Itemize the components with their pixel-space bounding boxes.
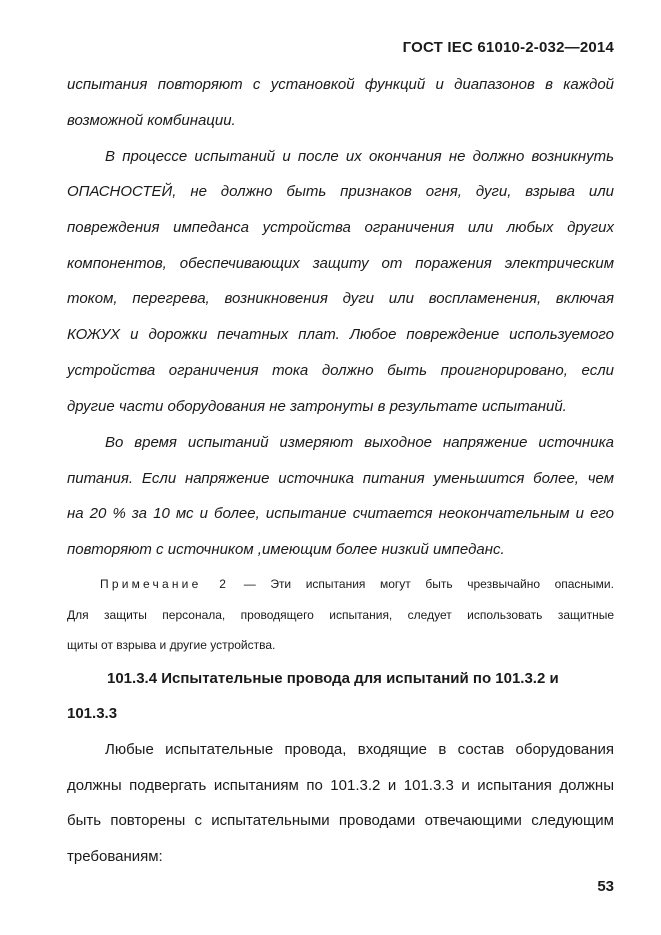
section-heading-continuation: 101.3.3	[67, 705, 118, 722]
paragraph-line: КОЖУХ и дорожки печатных плат. Любое повреждение используемого	[67, 326, 614, 343]
paragraph-line: быть повторены с испытательными проводами отвечающими следующим	[67, 812, 614, 829]
paragraph-line: повторяют с источником ,имеющим более низкий импеданс.	[67, 541, 505, 558]
note-line-1	[100, 577, 614, 592]
paragraph-line: током, перегрева, возникновения дуги или воспламенения, включая	[67, 290, 614, 307]
note-line: Для защиты персонала, проводящего испытания, следует использовать защитные	[67, 608, 614, 622]
note-dash: —	[243, 577, 256, 591]
section-heading: 101.3.4 Испытательные провода для испытаний по 101.3.2 и	[107, 670, 559, 687]
paragraph-line: должны подвергать испытаниям по 101.3.2 и 101.3.3 и испытания должны	[67, 777, 614, 794]
paragraph-line: питания. Если напряжение источника питания уменьшится более, чем	[67, 470, 614, 487]
paragraph-line: возможной комбинации.	[67, 112, 236, 129]
paragraph-line: испытания повторяют с установкой функций и диапазонов в каждой	[67, 76, 614, 93]
paragraph-line: другие части оборудования не затронуты в результате испытаний.	[67, 398, 567, 415]
paragraph-line: Во время испытаний измеряют выходное напряжение источника	[105, 434, 614, 451]
note-text: Эти испытания могут быть чрезвычайно опасными.	[270, 577, 614, 591]
page-number: 53	[597, 878, 614, 895]
note-line: щиты от взрыва и другие устройства.	[67, 638, 276, 652]
paragraph-line: компонентов, обеспечивающих защиту от поражения электрическим	[67, 255, 614, 272]
paragraph-line: устройства ограничения тока должно быть проигнорировано, если	[67, 362, 614, 379]
paragraph-line: В процессе испытаний и после их окончания не должно возникнуть	[105, 148, 614, 165]
document-header: ГОСТ IEC 61010-2-032—2014	[402, 39, 614, 56]
paragraph-line: ОПАСНОСТЕЙ, не должно быть признаков огня, дуги, взрыва или	[67, 183, 614, 200]
paragraph-line: Любые испытательные провода, входящие в состав оборудования	[105, 741, 614, 758]
paragraph-line: требованиям:	[67, 848, 163, 865]
paragraph-line: повреждения импеданса устройства ограничения или любых других	[67, 219, 614, 236]
paragraph-line: на 20 % за 10 мс и более, испытание считается неокончательным и его	[67, 505, 614, 522]
note-label: Примечание 2	[100, 577, 230, 591]
